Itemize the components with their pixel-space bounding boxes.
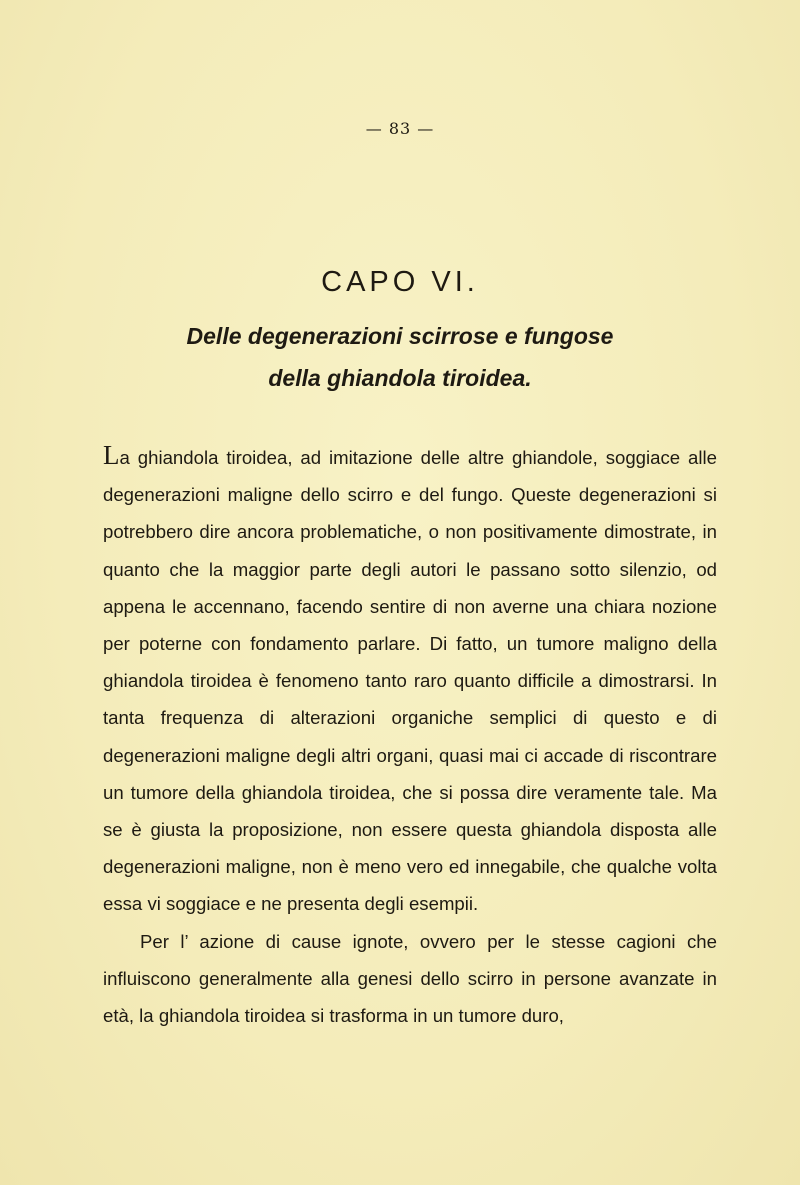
chapter-subtitle-line-2: della ghiandola tiroidea.	[268, 365, 532, 391]
body-text	[103, 437, 717, 1034]
drop-cap: L	[103, 440, 120, 470]
paragraph-2: Per l’ azione di cause ignote, ovvero per le stesse cagioni che influiscono generalmente alla genesi dello scirro in persone avanzate in età, la ghiandola tiroidea si trasforma in un tumore duro,	[103, 930, 717, 1027]
chapter-subtitle-line-1: Delle degenerazioni scirrose e fungose	[186, 323, 614, 349]
paragraph-1	[103, 437, 717, 923]
page-number: — 83 —	[365, 119, 435, 138]
chapter-heading: CAPO VI.	[321, 266, 479, 298]
paragraph-1-text: a ghiandola tiroidea, ad imitazione delle altre ghiandole, soggiace alle degenerazioni maligne dello scirro e del fungo. Queste degenerazioni si potrebbero dire ancora problematiche, o non positivamente dimostrate, in quanto che la maggior parte degli autori le passano sotto silenzio, od appena le accennano, facendo sentire di non averne una chiara nozione per poterne con fondamento parlare. Di fatto, un tumore maligno della ghiandola tiroidea è fenomeno tanto raro quanto difficile a dimostrarsi. In tanta frequenza di alterazioni organiche semplici di questo e di degenerazioni maligne degli altri organi, quasi mai ci accade di riscontrare un tumore della ghiandola tiroidea, che si possa dire veramente tale. Ma se è giusta la proposizione, non essere questa ghiandola disposta alle degenerazioni maligne, non è meno vero ed innegabile, che qualche volta essa vi soggiace e ne presenta degli esempii.	[103, 447, 717, 915]
